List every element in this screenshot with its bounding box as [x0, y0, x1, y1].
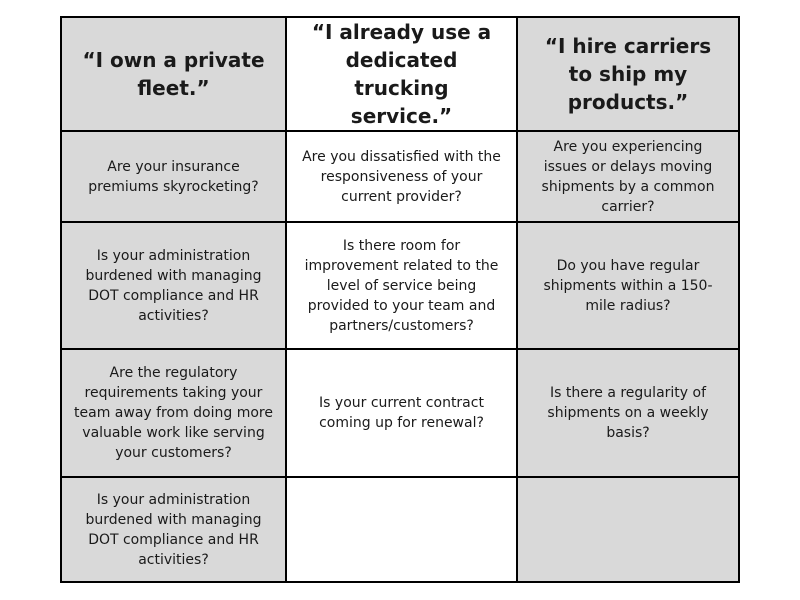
table-cell: Is your administration burdened with managing DOT compliance and HR activities? [62, 478, 287, 581]
table-cell: Is your administration burdened with managing DOT compliance and HR activities? [62, 223, 287, 350]
header-private-fleet: “I own a private fleet.” [62, 18, 287, 132]
header-dedicated-trucking: “I already use a dedicated trucking service.” [287, 18, 518, 132]
table-cell: Are your insurance premiums skyrocketing? [62, 132, 287, 223]
table-cell: Is there room for improvement related to the level of service being provided to your team and partners/customers? [287, 223, 518, 350]
table-cell: Are you experiencing issues or delays moving shipments by a common carrier? [518, 132, 738, 223]
comparison-table [60, 16, 740, 583]
table-cell: Is your current contract coming up for renewal? [287, 350, 518, 478]
header-hire-carriers: “I hire carriers to ship my products.” [518, 18, 738, 132]
table-cell: Are the regulatory requirements taking your team away from doing more valuable work like serving your customers? [62, 350, 287, 478]
table-cell-empty [287, 478, 518, 581]
table-cell-empty [518, 478, 738, 581]
table-cell: Is there a regularity of shipments on a weekly basis? [518, 350, 738, 478]
table-cell: Are you dissatisfied with the responsiveness of your current provider? [287, 132, 518, 223]
table-cell: Do you have regular shipments within a 150-mile radius? [518, 223, 738, 350]
